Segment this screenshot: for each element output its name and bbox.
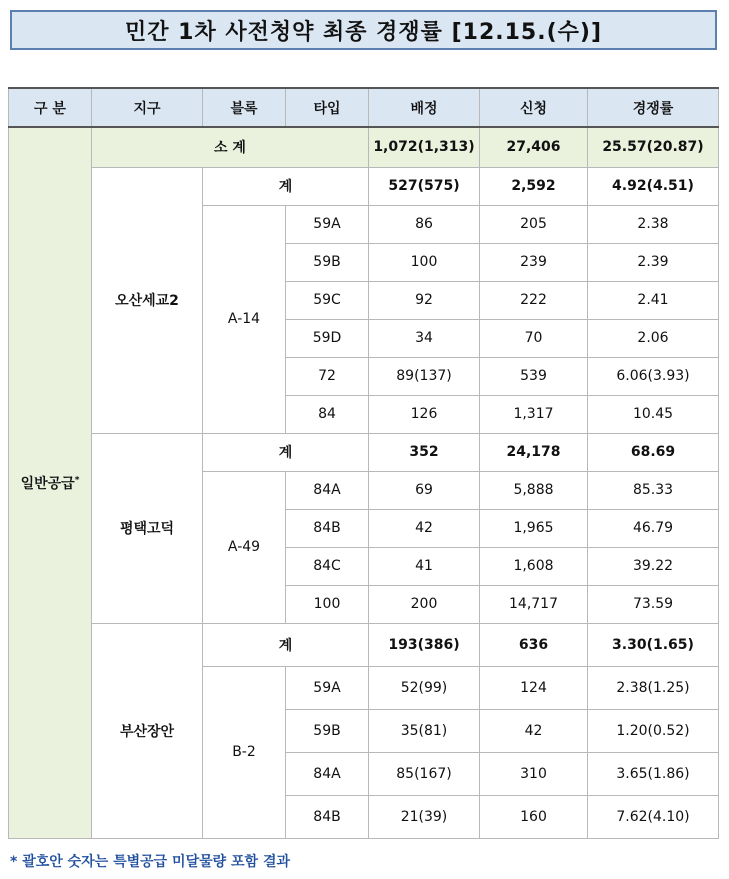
- type-cell: 72: [286, 357, 369, 395]
- header-allocation: 배정: [369, 88, 480, 127]
- group-total-rate: 68.69: [588, 433, 719, 471]
- allocation-cell: 52(99): [369, 666, 480, 709]
- allocation-cell: 100: [369, 243, 480, 281]
- applications-cell: 239: [480, 243, 588, 281]
- allocation-cell: 69: [369, 471, 480, 509]
- allocation-cell: 86: [369, 205, 480, 243]
- applications-cell: 1,317: [480, 395, 588, 433]
- group-total-row: [9, 433, 719, 471]
- subtotal-applications: 27,406: [480, 127, 588, 167]
- rate-cell: 2.39: [588, 243, 719, 281]
- applications-cell: 124: [480, 666, 588, 709]
- rate-cell: 46.79: [588, 509, 719, 547]
- rate-cell: 6.06(3.93): [588, 357, 719, 395]
- allocation-cell: 41: [369, 547, 480, 585]
- header-block: 블록: [203, 88, 286, 127]
- supply-label: 일반공급: [20, 475, 75, 492]
- header-applications: 신청: [480, 88, 588, 127]
- group-total-row: [9, 623, 719, 666]
- rate-cell: 2.38: [588, 205, 719, 243]
- allocation-cell: 85(167): [369, 752, 480, 795]
- type-cell: 84A: [286, 471, 369, 509]
- allocation-cell: 126: [369, 395, 480, 433]
- block-cell: A-14: [203, 205, 286, 433]
- allocation-cell: 42: [369, 509, 480, 547]
- footnote: * 괄호안 숫자는 특별공급 미달물량 포함 결과: [10, 854, 290, 870]
- subtotal-rate: 25.57(20.87): [588, 127, 719, 167]
- district-cell: 부산장안: [92, 623, 203, 838]
- header-type: 타입: [286, 88, 369, 127]
- group-total-applications: 636: [480, 623, 588, 666]
- supply-mark: *: [74, 475, 80, 486]
- group-total-applications: 24,178: [480, 433, 588, 471]
- header-row: [9, 88, 719, 127]
- group-total-label: 계: [203, 433, 369, 471]
- type-cell: 100: [286, 585, 369, 623]
- block-cell: A-49: [203, 471, 286, 623]
- type-cell: 84B: [286, 795, 369, 838]
- group-total-rate: 4.92(4.51): [588, 167, 719, 205]
- applications-cell: 1,608: [480, 547, 588, 585]
- applications-cell: 14,717: [480, 585, 588, 623]
- group-total-allocation: 527(575): [369, 167, 480, 205]
- type-cell: 84C: [286, 547, 369, 585]
- group-total-applications: 2,592: [480, 167, 588, 205]
- group-total-allocation: 193(386): [369, 623, 480, 666]
- type-cell: 84: [286, 395, 369, 433]
- subtotal-allocation: 1,072(1,313): [369, 127, 480, 167]
- supply-category-cell: [9, 127, 92, 838]
- applications-cell: 160: [480, 795, 588, 838]
- type-cell: 59C: [286, 281, 369, 319]
- rate-cell: 85.33: [588, 471, 719, 509]
- competition-table: [8, 87, 719, 839]
- applications-cell: 42: [480, 709, 588, 752]
- type-cell: 84B: [286, 509, 369, 547]
- rate-cell: 2.38(1.25): [588, 666, 719, 709]
- type-cell: 59B: [286, 243, 369, 281]
- group-total-row: [9, 167, 719, 205]
- district-cell: 평택고덕: [92, 433, 203, 623]
- rate-cell: 7.62(4.10): [588, 795, 719, 838]
- type-cell: 59A: [286, 666, 369, 709]
- group-total-label: 계: [203, 167, 369, 205]
- type-cell: 84A: [286, 752, 369, 795]
- rate-cell: 3.65(1.86): [588, 752, 719, 795]
- page-title: 민간 1차 사전청약 최종 경쟁률 [12.15.(수)]: [124, 19, 603, 45]
- applications-cell: 5,888: [480, 471, 588, 509]
- applications-cell: 222: [480, 281, 588, 319]
- allocation-cell: 21(39): [369, 795, 480, 838]
- group-total-label: 계: [203, 623, 369, 666]
- rate-cell: 73.59: [588, 585, 719, 623]
- group-total-allocation: 352: [369, 433, 480, 471]
- rate-cell: 39.22: [588, 547, 719, 585]
- title-box: [10, 10, 717, 50]
- type-cell: 59A: [286, 205, 369, 243]
- rate-cell: 1.20(0.52): [588, 709, 719, 752]
- subtotal-row: [9, 127, 719, 167]
- allocation-cell: 34: [369, 319, 480, 357]
- header-district: 지구: [92, 88, 203, 127]
- header-rate: 경쟁률: [588, 88, 719, 127]
- applications-cell: 1,965: [480, 509, 588, 547]
- district-cell: 오산세교2: [92, 167, 203, 433]
- allocation-cell: 35(81): [369, 709, 480, 752]
- type-cell: 59B: [286, 709, 369, 752]
- subtotal-label: 소 계: [92, 127, 369, 167]
- rate-cell: 10.45: [588, 395, 719, 433]
- applications-cell: 205: [480, 205, 588, 243]
- header-category: 구 분: [9, 88, 92, 127]
- applications-cell: 539: [480, 357, 588, 395]
- allocation-cell: 92: [369, 281, 480, 319]
- allocation-cell: 89(137): [369, 357, 480, 395]
- group-total-rate: 3.30(1.65): [588, 623, 719, 666]
- type-cell: 59D: [286, 319, 369, 357]
- rate-cell: 2.41: [588, 281, 719, 319]
- block-cell: B-2: [203, 666, 286, 838]
- applications-cell: 310: [480, 752, 588, 795]
- rate-cell: 2.06: [588, 319, 719, 357]
- allocation-cell: 200: [369, 585, 480, 623]
- applications-cell: 70: [480, 319, 588, 357]
